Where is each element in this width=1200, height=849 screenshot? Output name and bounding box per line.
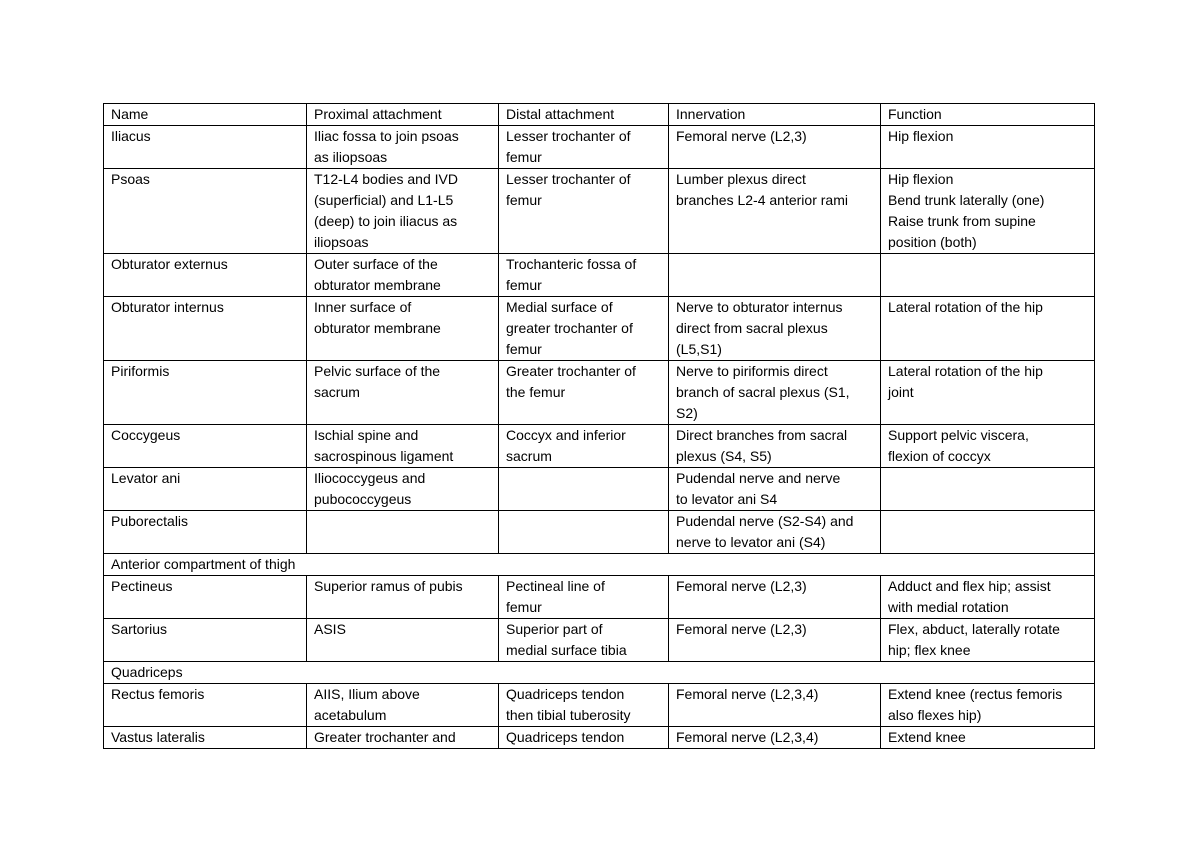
distal-attachment-cell: Lesser trochanter of femur bbox=[499, 169, 669, 254]
section-header-row bbox=[104, 662, 1095, 684]
function-cell bbox=[881, 468, 1095, 511]
function-cell bbox=[881, 254, 1095, 297]
table-row bbox=[104, 297, 1095, 361]
function-cell: Flex, abduct, laterally rotate hip; flex knee bbox=[881, 619, 1095, 662]
distal-attachment-cell bbox=[499, 511, 669, 554]
muscle-name-cell: Psoas bbox=[104, 169, 307, 254]
table-row bbox=[104, 361, 1095, 425]
proximal-attachment-cell: Inner surface of obturator membrane bbox=[307, 297, 499, 361]
distal-attachment-cell: Coccyx and inferior sacrum bbox=[499, 425, 669, 468]
table-row bbox=[104, 126, 1095, 169]
proximal-attachment-cell: Outer surface of the obturator membrane bbox=[307, 254, 499, 297]
innervation-cell: Direct branches from sacral plexus (S4, S5) bbox=[669, 425, 881, 468]
proximal-attachment-cell: AIIS, Ilium above acetabulum bbox=[307, 684, 499, 727]
proximal-attachment-cell: Greater trochanter and bbox=[307, 727, 499, 749]
muscle-name-cell: Sartorius bbox=[104, 619, 307, 662]
distal-attachment-cell: Superior part of medial surface tibia bbox=[499, 619, 669, 662]
table-row bbox=[104, 576, 1095, 619]
section-label: Anterior compartment of thigh bbox=[104, 554, 1095, 576]
proximal-attachment-cell: Iliac fossa to join psoas as iliopsoas bbox=[307, 126, 499, 169]
innervation-cell: Pudendal nerve and nerve to levator ani S4 bbox=[669, 468, 881, 511]
muscle-name-cell: Iliacus bbox=[104, 126, 307, 169]
function-cell: Hip flexion Bend trunk laterally (one) Raise trunk from supine position (both) bbox=[881, 169, 1095, 254]
distal-attachment-cell: Quadriceps tendon bbox=[499, 727, 669, 749]
innervation-cell: Femoral nerve (L2,3) bbox=[669, 576, 881, 619]
function-cell: Extend knee (rectus femoris also flexes hip) bbox=[881, 684, 1095, 727]
proximal-attachment-cell: T12-L4 bodies and IVD (superficial) and L1-L5 (deep) to join iliacus as iliopsoas bbox=[307, 169, 499, 254]
muscle-table bbox=[103, 103, 1095, 749]
muscle-name-cell: Rectus femoris bbox=[104, 684, 307, 727]
function-cell bbox=[881, 511, 1095, 554]
proximal-attachment-cell: ASIS bbox=[307, 619, 499, 662]
table-row bbox=[104, 468, 1095, 511]
innervation-cell bbox=[669, 254, 881, 297]
column-header: Proximal attachment bbox=[307, 104, 499, 126]
table-row bbox=[104, 619, 1095, 662]
column-header: Function bbox=[881, 104, 1095, 126]
proximal-attachment-cell: Ischial spine and sacrospinous ligament bbox=[307, 425, 499, 468]
innervation-cell: Femoral nerve (L2,3,4) bbox=[669, 727, 881, 749]
muscle-name-cell: Obturator externus bbox=[104, 254, 307, 297]
distal-attachment-cell bbox=[499, 468, 669, 511]
innervation-cell: Nerve to obturator internus direct from sacral plexus (L5,S1) bbox=[669, 297, 881, 361]
muscle-name-cell: Piriformis bbox=[104, 361, 307, 425]
muscle-name-cell: Puborectalis bbox=[104, 511, 307, 554]
distal-attachment-cell: Quadriceps tendon then tibial tuberosity bbox=[499, 684, 669, 727]
muscle-name-cell: Coccygeus bbox=[104, 425, 307, 468]
column-header: Innervation bbox=[669, 104, 881, 126]
proximal-attachment-cell: Pelvic surface of the sacrum bbox=[307, 361, 499, 425]
function-cell: Lateral rotation of the hip bbox=[881, 297, 1095, 361]
table-row bbox=[104, 254, 1095, 297]
table-row bbox=[104, 727, 1095, 749]
section-header-row bbox=[104, 554, 1095, 576]
distal-attachment-cell: Trochanteric fossa of femur bbox=[499, 254, 669, 297]
muscle-name-cell: Levator ani bbox=[104, 468, 307, 511]
muscle-name-cell: Obturator internus bbox=[104, 297, 307, 361]
innervation-cell: Femoral nerve (L2,3) bbox=[669, 619, 881, 662]
distal-attachment-cell: Greater trochanter of the femur bbox=[499, 361, 669, 425]
column-header: Distal attachment bbox=[499, 104, 669, 126]
innervation-cell: Nerve to piriformis direct branch of sacral plexus (S1, S2) bbox=[669, 361, 881, 425]
innervation-cell: Femoral nerve (L2,3) bbox=[669, 126, 881, 169]
distal-attachment-cell: Medial surface of greater trochanter of femur bbox=[499, 297, 669, 361]
proximal-attachment-cell: Iliococcygeus and pubococcygeus bbox=[307, 468, 499, 511]
muscle-name-cell: Vastus lateralis bbox=[104, 727, 307, 749]
function-cell: Lateral rotation of the hip joint bbox=[881, 361, 1095, 425]
table-row bbox=[104, 684, 1095, 727]
distal-attachment-cell: Lesser trochanter of femur bbox=[499, 126, 669, 169]
table-body bbox=[104, 104, 1095, 749]
table-row bbox=[104, 169, 1095, 254]
function-cell: Support pelvic viscera, flexion of coccyx bbox=[881, 425, 1095, 468]
table-row bbox=[104, 511, 1095, 554]
proximal-attachment-cell bbox=[307, 511, 499, 554]
muscle-name-cell: Pectineus bbox=[104, 576, 307, 619]
function-cell: Adduct and flex hip; assist with medial rotation bbox=[881, 576, 1095, 619]
function-cell: Hip flexion bbox=[881, 126, 1095, 169]
table-header-row bbox=[104, 104, 1095, 126]
section-label: Quadriceps bbox=[104, 662, 1095, 684]
innervation-cell: Lumber plexus direct branches L2-4 anterior rami bbox=[669, 169, 881, 254]
column-header: Name bbox=[104, 104, 307, 126]
proximal-attachment-cell: Superior ramus of pubis bbox=[307, 576, 499, 619]
distal-attachment-cell: Pectineal line of femur bbox=[499, 576, 669, 619]
innervation-cell: Pudendal nerve (S2-S4) and nerve to levator ani (S4) bbox=[669, 511, 881, 554]
function-cell: Extend knee bbox=[881, 727, 1095, 749]
innervation-cell: Femoral nerve (L2,3,4) bbox=[669, 684, 881, 727]
table-row bbox=[104, 425, 1095, 468]
